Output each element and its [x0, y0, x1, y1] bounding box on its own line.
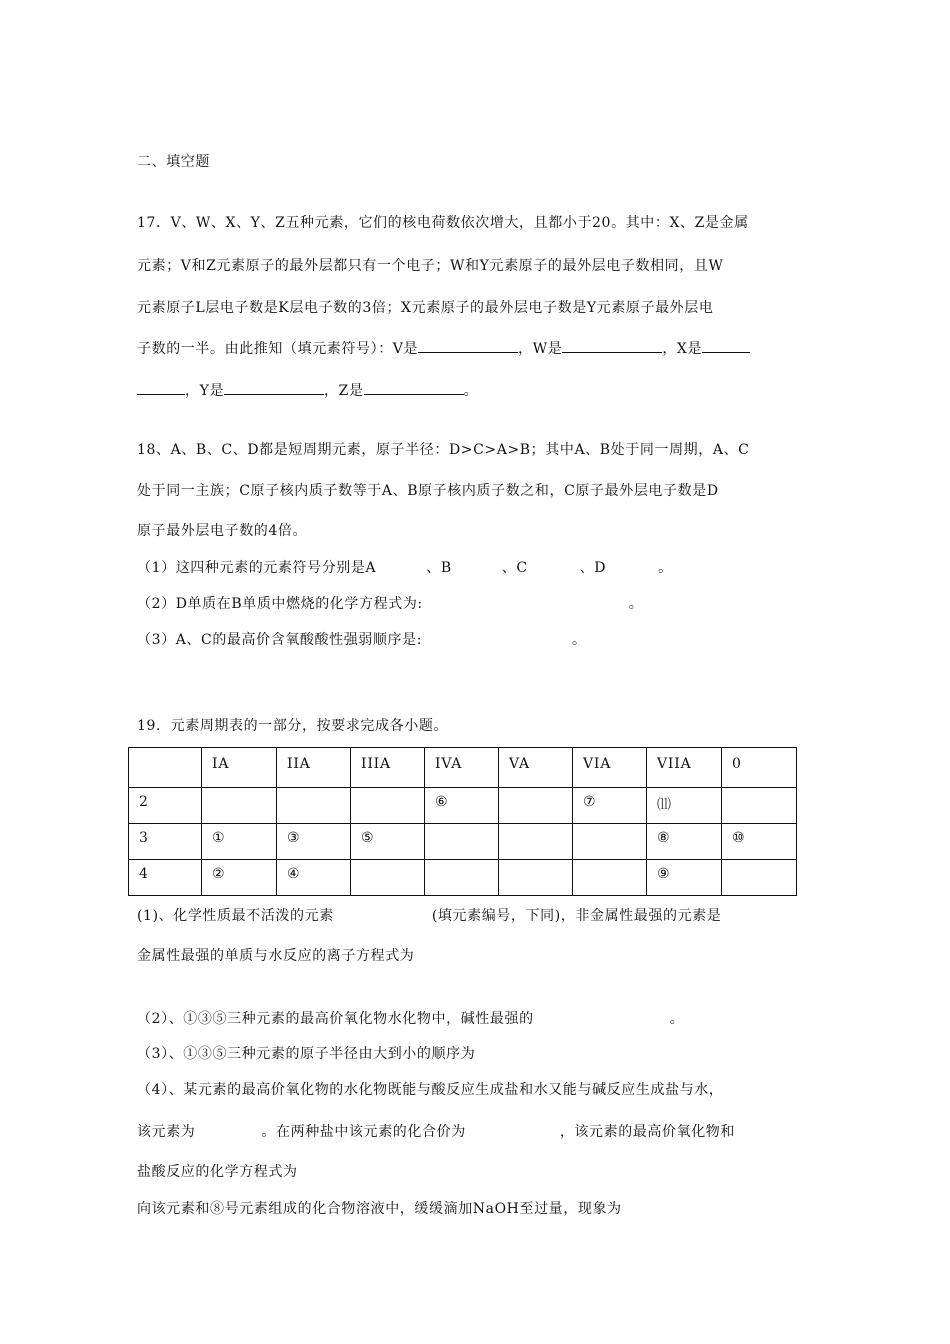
q18-sub1-c: 、C	[501, 560, 528, 576]
q19-sub-4-line-4: 向该元素和⑧号元素组成的化合物溶液中，缓缓滴加NaOH至过量，现象为	[137, 1201, 622, 1217]
table-cell: ④	[277, 860, 351, 896]
q19-sub-1-cont: 金属性最强的单质与水反应的离子方程式为	[137, 948, 415, 964]
q18-sub-1	[137, 558, 673, 578]
table-cell: ⑨	[647, 860, 722, 896]
table-row	[129, 860, 797, 896]
table-cell	[722, 860, 797, 896]
table-cell	[425, 860, 499, 896]
header-cell	[129, 748, 202, 788]
table-cell: ⑧	[647, 824, 722, 860]
q18-sub2-a: （2）D单质在B单质中燃烧的化学方程式为:	[137, 596, 423, 612]
q18-sub1-e: 。	[658, 560, 673, 576]
table-cell	[351, 788, 425, 824]
q17-line-1: 17．V、W、X、Y、Z五种元素，它们的核电荷数依次增大，且都小于20。其中：X、Z是金属	[137, 215, 749, 231]
q18-sub1-d: 、D	[579, 560, 607, 576]
q18-sub-3	[137, 630, 587, 650]
q18-line-2: 处于同一主族；C原子核内质子数等于A、B原子核内质子数之和，C原子最外层电子数是D	[137, 483, 719, 499]
q17-v-blank[interactable]	[418, 338, 518, 353]
q17-line-3: 元素原子L层电子数是K层电子数的3倍；X元素原子的最外层电子数是Y元素原子最外层电	[137, 300, 714, 316]
header-cell: VIIA	[647, 748, 722, 788]
table-cell: ⑩	[722, 824, 797, 860]
q17-line-2: 元素；V和Z元素原子的最外层都只有一个电子；W和Y元素原子的最外层电子数相同，且W	[137, 258, 724, 274]
section-title: 二、填空题	[137, 154, 210, 170]
table-cell	[573, 860, 647, 896]
q17-z-blank[interactable]	[364, 380, 464, 395]
q18-sub-2	[137, 594, 643, 614]
q19-sub-1	[137, 906, 721, 926]
header-cell: IVA	[425, 748, 499, 788]
q19-sub1-a: (1)、化学性质最不活泼的元素	[137, 908, 334, 924]
table-cell: ①	[202, 824, 277, 860]
table-header-row	[129, 748, 797, 788]
table-cell	[351, 860, 425, 896]
q17-x-blank-part1[interactable]	[702, 338, 750, 353]
q17-x-label: ，X是	[662, 341, 703, 357]
q17-y-blank[interactable]	[224, 380, 324, 395]
q19-sub-4-line-3: 盐酸反应的化学方程式为	[137, 1164, 298, 1180]
period-cell: 3	[129, 824, 202, 860]
q19-sub4-c: 。在两种盐中该元素的化合价为	[261, 1124, 466, 1140]
q19-sub-2	[137, 1009, 684, 1029]
table-cell: ③	[277, 824, 351, 860]
table-cell: ⑤	[351, 824, 425, 860]
q18-sub1-a: （1）这四种元素的元素符号分别是A	[137, 560, 377, 576]
periodic-table-excerpt	[128, 747, 797, 896]
table-cell	[499, 824, 573, 860]
table-cell	[202, 788, 277, 824]
q18-line-1: 18、A、B、C、D都是短周期元素，原子半径：D>C>A>B；其中A、B处于同一周期，A、C	[137, 442, 750, 458]
q19-intro: 19．元素周期表的一部分，按要求完成各小题。	[137, 718, 449, 734]
table-cell: ⑥	[425, 788, 499, 824]
q19-sub-4-line-2	[137, 1122, 735, 1142]
q18-sub1-b: 、B	[426, 560, 452, 576]
q19-sub1-b: (填元素编号，下同)，非金属性最强的元素是	[431, 908, 722, 924]
q17-w-blank[interactable]	[562, 338, 662, 353]
header-cell: IIA	[277, 748, 351, 788]
q18-line-3: 原子最外层电子数的4倍。	[137, 523, 308, 539]
table-cell: ②	[202, 860, 277, 896]
q17-z-label: ，Z是	[324, 383, 364, 399]
q17-end: 。	[463, 383, 479, 399]
q19-sub-3: （3）、①③⑤三种元素的原子半径由大到小的顺序为	[137, 1046, 476, 1062]
table-cell	[722, 788, 797, 824]
q17-v-label: 子数的一半。由此推知（填元素符号）：V是	[137, 341, 419, 357]
header-cell: VA	[499, 748, 573, 788]
q17-y-label: ，Y是	[185, 383, 225, 399]
q19-sub2-a: （2）、①③⑤三种元素的最高价氧化物水化物中，碱性最强的	[137, 1011, 534, 1027]
period-cell: 2	[129, 788, 202, 824]
table-cell	[573, 824, 647, 860]
q19-sub4-d: ，该元素的最高价氧化物和	[559, 1124, 736, 1140]
period-cell: 4	[129, 860, 202, 896]
table-cell: ⑦	[573, 788, 647, 824]
table-cell	[499, 788, 573, 824]
table-row	[129, 788, 797, 824]
header-cell: 0	[722, 748, 797, 788]
q19-sub-4: （4）、某元素的最高价氧化物的水化物既能与酸反应生成盐和水又能与碱反应生成盐与水，	[137, 1082, 724, 1098]
q19-sub4-b: 该元素为	[137, 1124, 196, 1140]
q17-w-label: ，W是	[518, 341, 563, 357]
header-cell: IIIA	[351, 748, 425, 788]
table-cell	[499, 860, 573, 896]
table-cell	[277, 788, 351, 824]
header-cell: VIA	[573, 748, 647, 788]
q18-sub2-b: 。	[628, 596, 644, 612]
table-cell	[425, 824, 499, 860]
q17-x-blank-part2[interactable]	[137, 380, 185, 395]
q17-line-5	[137, 380, 478, 401]
q17-line-4	[137, 338, 750, 359]
table-row	[129, 824, 797, 860]
header-cell: IA	[202, 748, 277, 788]
q19-sub2-b: 。	[669, 1011, 685, 1027]
table-cell: ⑾	[647, 788, 722, 824]
q18-sub3-a: （3）A、C的最高价含氧酸酸性强弱顺序是:	[137, 632, 423, 648]
q18-sub3-b: 。	[572, 632, 587, 648]
